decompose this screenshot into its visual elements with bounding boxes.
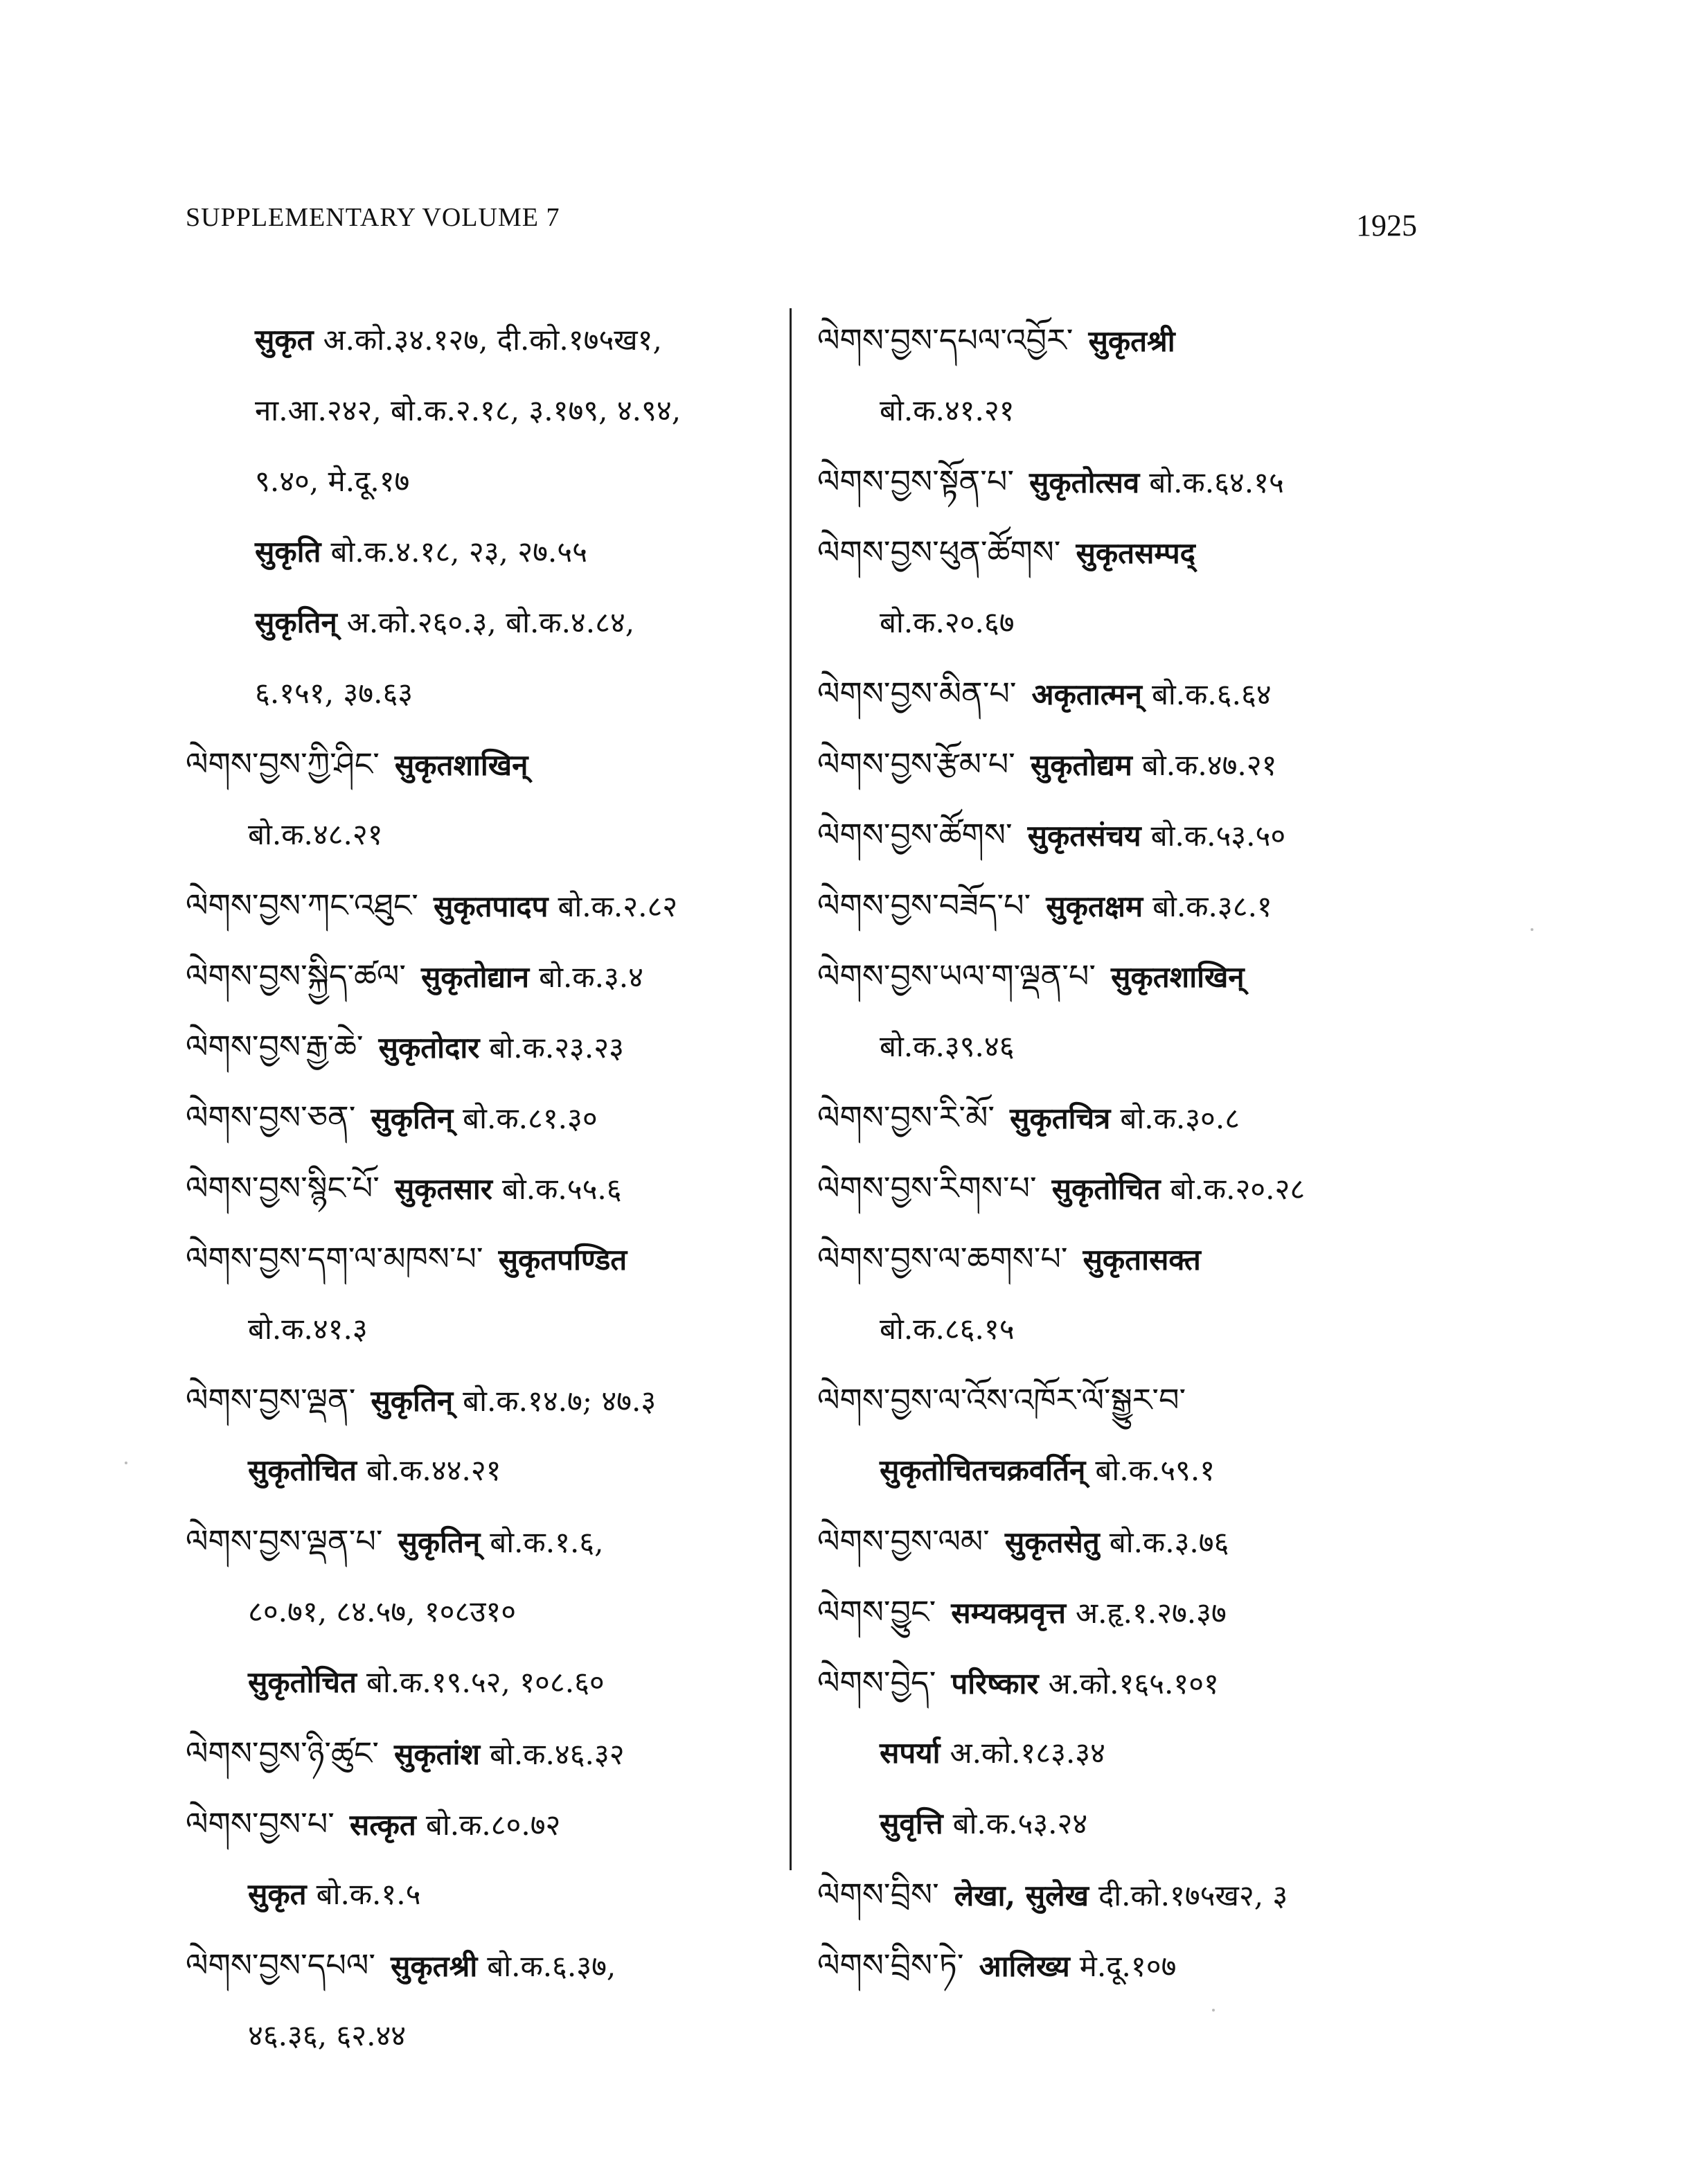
source-reference: बो.क.३८.१ <box>1152 889 1272 923</box>
entry-line <box>186 517 781 587</box>
tibetan-term: ལེགས་བྱས་སྙིང་པོ་ <box>186 1169 380 1207</box>
tibetan-term: ལེགས་བྱས་རི་མོ་ <box>817 1099 995 1136</box>
sanskrit-term: परिष्कार <box>951 1667 1039 1701</box>
sanskrit-term: सुकृतोचितचक्रवर्तिन् <box>880 1453 1086 1487</box>
entry-line <box>186 1859 781 1930</box>
right-column <box>817 305 1510 2000</box>
source-reference: बो.क.३.७६ <box>1109 1525 1229 1559</box>
sanskrit-term: सुकृतशाखिन् <box>394 748 528 782</box>
source-reference: बो.क.२.८२ <box>558 889 678 923</box>
source-reference: अ.हृ.१.२७.३७ <box>1076 1596 1227 1630</box>
entry-line <box>186 1435 781 1506</box>
source-reference: बो.क.४७.२१ <box>1141 748 1277 782</box>
entry-line <box>817 1788 1510 1859</box>
entry-line <box>186 446 781 517</box>
sanskrit-term: सुकृति <box>255 535 321 569</box>
sanskrit-term: सुकृतसार <box>394 1172 492 1206</box>
entry-line <box>186 658 781 729</box>
source-reference: अ.को.३४.१२७, दी.को.१७५ख१, <box>323 323 662 357</box>
tibetan-term: ལེགས་བྱས་སྐྱིད་ཚལ་ <box>186 957 406 995</box>
tibetan-term: ལེགས་བྱས་ཅན་ <box>186 1099 356 1136</box>
tibetan-term: ལེགས་བྱེད་ <box>817 1664 936 1701</box>
source-reference: अ.को.२६०.३, बो.क.४.८४, <box>346 605 635 639</box>
entry-line <box>186 1506 781 1577</box>
sanskrit-term: अकृतात्मन् <box>1031 677 1142 711</box>
tibetan-term: ལེགས་བྱས་པ་ <box>186 1805 335 1843</box>
page-number: 1925 <box>1356 208 1417 242</box>
entry-line <box>186 1294 781 1365</box>
sanskrit-term: लेखा, सुलेख <box>954 1879 1089 1912</box>
scan-speck <box>1212 2009 1215 2012</box>
entry-line <box>817 1223 1510 1294</box>
source-reference: बो.क.४१.२१ <box>880 393 1015 427</box>
source-reference: बो.क.३०.८ <box>1120 1101 1240 1135</box>
sanskrit-term: सुकृतांश <box>394 1737 481 1771</box>
entry-line <box>186 2000 781 2071</box>
tibetan-term: ལེགས་བྱས་ལྡན་པ་ <box>186 1522 383 1560</box>
entry-line <box>817 1506 1510 1577</box>
source-reference: अ.को.१८३.३४ <box>950 1736 1105 1770</box>
entry-line <box>817 587 1510 658</box>
source-reference: बो.क.२०.२८ <box>1170 1172 1306 1206</box>
tibetan-term: ལེགས་བྱས་ལྡན་ <box>186 1381 356 1419</box>
sanskrit-term: सुकृतसंचय <box>1027 819 1141 853</box>
source-reference: बो.क.१९.५२, १०८.६० <box>366 1665 605 1699</box>
tibetan-term: ལེགས་བྲིས་ཏེ་ <box>817 1946 964 1984</box>
sanskrit-term: सुकृतोत्सव <box>1029 465 1140 499</box>
sanskrit-term: सुकृतोद्यम <box>1030 748 1132 782</box>
entry-line <box>817 1930 1510 2000</box>
tibetan-term: ལེགས་བྲིས་ <box>817 1876 939 1913</box>
entry-line <box>186 1788 781 1859</box>
source-reference: बो.क.२०.६७ <box>880 605 1015 639</box>
source-reference: बो.क.३.४ <box>539 960 643 994</box>
sanskrit-term: सुकृतिन् <box>371 1384 454 1418</box>
sanskrit-term: सुकृतिन् <box>255 605 337 639</box>
sanskrit-term: सुकृतक्षम <box>1046 889 1143 923</box>
entry-line <box>817 446 1510 517</box>
sanskrit-term: सुकृत <box>255 323 314 357</box>
sanskrit-term: सुकृतोचित <box>248 1665 357 1699</box>
source-reference: बो.क.६.३७, <box>487 1949 616 1983</box>
sanskrit-term: सुकृतासक्त <box>1083 1243 1201 1277</box>
tibetan-term: ལེགས་བྱས་ཡལ་ག་ལྡན་པ་ <box>817 957 1096 995</box>
sanskrit-term: सुकृतोद्यान <box>421 960 530 994</box>
sanskrit-term: सुकृतश्री <box>391 1949 478 1983</box>
entry-line <box>817 799 1510 870</box>
source-reference: दी.को.१७५ख२, ३ <box>1098 1879 1288 1912</box>
tibetan-term: ལེགས་བྱས་རྒྱ་ཆེ་ <box>186 1028 364 1065</box>
entry-line <box>186 375 781 446</box>
tibetan-term: ལེགས་བྱས་ལ་ཆགས་པ་ <box>817 1240 1068 1277</box>
tibetan-term: ལེགས་བྱས་སྟོན་པ་ <box>817 463 1015 500</box>
source-reference: बो.क.५३.२४ <box>952 1806 1088 1840</box>
sanskrit-term: सुकृतचित्र <box>1010 1101 1111 1135</box>
tibetan-term: ལེགས་བྱས་ཀྱི་ཤིང་ <box>186 745 380 783</box>
running-header: SUPPLEMENTARY VOLUME 7 <box>186 203 560 232</box>
entry-line <box>186 1647 781 1718</box>
tibetan-term: ལེགས་བྱས་ལ་འོས་འཁོར་ལོ་སྒྱུར་བ་ <box>817 1381 1186 1419</box>
entry-line <box>817 1647 1510 1718</box>
entry-line <box>817 1577 1510 1647</box>
left-column <box>186 305 781 2071</box>
source-reference: ९.४०, मे.दू.१७ <box>255 464 410 498</box>
entry-line <box>817 1011 1510 1082</box>
source-reference: बो.क.२३.२३ <box>489 1031 624 1065</box>
entry-line <box>186 587 781 658</box>
source-reference: अ.को.१६५.१०१ <box>1048 1667 1219 1701</box>
source-reference: मे.दू.१०७ <box>1079 1949 1177 1983</box>
sanskrit-term: सुकृतोचित <box>248 1453 357 1487</box>
entry-line <box>186 305 781 375</box>
entry-line <box>186 1718 781 1788</box>
source-reference: बो.क.१.५ <box>316 1877 421 1911</box>
source-reference: बो.क.३९.४६ <box>880 1029 1015 1063</box>
sanskrit-term: सुकृतसम्पद् <box>1076 536 1195 570</box>
tibetan-term: ལེགས་བྱས་ལམ་ <box>817 1522 990 1560</box>
sanskrit-term: सुकृतपादप <box>433 889 549 923</box>
source-reference: बो.क.५९.१ <box>1095 1453 1215 1487</box>
source-reference: बो.क.५३.५० <box>1150 819 1286 853</box>
sanskrit-term: सत्कृत <box>349 1808 416 1842</box>
source-reference: बो.क.१.६, <box>490 1525 604 1559</box>
entry-line <box>186 729 781 799</box>
source-reference: ६.१५१, ३७.६३ <box>255 676 413 710</box>
sanskrit-term: सुकृत <box>248 1877 307 1911</box>
sanskrit-term: सम्यक्प्रवृत्त <box>951 1596 1067 1630</box>
sanskrit-term: सुकृतसेतु <box>1004 1525 1100 1559</box>
entry-line <box>186 1082 781 1153</box>
sanskrit-term: सुकृतशाखिन् <box>1111 960 1245 994</box>
source-reference: बो.क.८६.१५ <box>880 1312 1015 1346</box>
sanskrit-term: सुवृत्ति <box>880 1806 943 1840</box>
tibetan-term: ལེགས་བྱས་ཉི་ཚུང་ <box>186 1734 379 1772</box>
entry-line <box>817 870 1510 941</box>
tibetan-term: ལེགས་བྱས་ཕུན་ཚོགས་ <box>817 533 1061 571</box>
tibetan-term: ལེགས་བྱས་དཔལ་ <box>186 1946 376 1984</box>
source-reference: बो.क.४.१८, २३, २७.५५ <box>330 535 587 569</box>
sanskrit-term: सुकृतश्री <box>1088 324 1175 358</box>
entry-line <box>186 1365 781 1435</box>
entry-line <box>817 941 1510 1011</box>
source-reference: बो.क.४६.३२ <box>490 1737 625 1771</box>
entry-line <box>186 1577 781 1647</box>
entry-line <box>817 729 1510 799</box>
source-reference: बो.क.८१.३० <box>463 1101 598 1135</box>
entry-line <box>817 1294 1510 1365</box>
entry-line <box>186 799 781 870</box>
source-reference: ८०.७१, ८४.५७, १०८उ१० <box>248 1595 517 1628</box>
source-reference: बो.क.४८.२१ <box>248 817 383 851</box>
entry-line <box>186 870 781 941</box>
sanskrit-term: सपर्या <box>880 1736 941 1770</box>
entry-line <box>817 1435 1510 1506</box>
tibetan-term: ལེགས་བྱས་དག་ལ་མཁས་པ་ <box>186 1240 483 1277</box>
entry-line <box>186 1011 781 1082</box>
entry-line <box>186 941 781 1011</box>
sanskrit-term: सुकृतोचित <box>1051 1172 1161 1206</box>
entry-line <box>817 658 1510 729</box>
column-divider <box>790 308 792 1870</box>
tibetan-term: ལེགས་བྱས་བཟོད་པ་ <box>817 887 1031 924</box>
source-reference: बो.क.६.६४ <box>1151 677 1272 711</box>
tibetan-term: ལེགས་བྱས་དཔལ་འབྱོར་ <box>817 321 1074 359</box>
source-reference: बो.क.५५.६ <box>501 1172 622 1206</box>
source-reference: बो.क.८०.७२ <box>425 1808 561 1842</box>
source-reference: ४६.३६, ६२.४४ <box>248 2018 407 2052</box>
entry-line <box>817 1718 1510 1788</box>
tibetan-term: ལེགས་བྱས་རིགས་པ་ <box>817 1169 1037 1207</box>
sanskrit-term: सुकृतपण्डित <box>498 1243 627 1277</box>
tibetan-term: ལེགས་བྱས་ཚོགས་ <box>817 816 1013 853</box>
entry-line <box>186 1223 781 1294</box>
entry-line <box>817 375 1510 446</box>
entry-line <box>817 305 1510 375</box>
tibetan-term: ལེགས་བྱུང་ <box>817 1593 936 1631</box>
scan-speck <box>1531 928 1533 931</box>
entry-line <box>817 517 1510 587</box>
sanskrit-term: सुकृतिन् <box>398 1525 481 1559</box>
sanskrit-term: आलिख्य <box>979 1949 1070 1983</box>
entry-line <box>817 1859 1510 1930</box>
entry-line <box>186 1153 781 1223</box>
entry-line <box>817 1365 1510 1435</box>
entry-line <box>186 1930 781 2000</box>
sanskrit-term: सुकृतोदार <box>378 1031 480 1065</box>
sanskrit-term: सुकृतिन् <box>371 1101 454 1135</box>
source-reference: बो.क.१४.७; ४७.३ <box>463 1384 657 1418</box>
tibetan-term: ལེགས་བྱས་རྩོམ་པ་ <box>817 745 1015 783</box>
scan-speck <box>125 1462 127 1464</box>
source-reference: ना.आ.२४२, बो.क.२.१८, ३.१७९, ४.९४, <box>255 393 682 427</box>
tibetan-term: ལེགས་བྱས་ཀང་འཐུང་ <box>186 887 418 924</box>
tibetan-term: ལེགས་བྱས་མིན་པ་ <box>817 675 1017 712</box>
source-reference: बो.क.४४.२१ <box>366 1453 501 1487</box>
source-reference: बो.क.६४.१५ <box>1149 465 1284 499</box>
source-reference: बो.क.४१.३ <box>248 1312 368 1346</box>
entry-line <box>817 1082 1510 1153</box>
entry-line <box>817 1153 1510 1223</box>
